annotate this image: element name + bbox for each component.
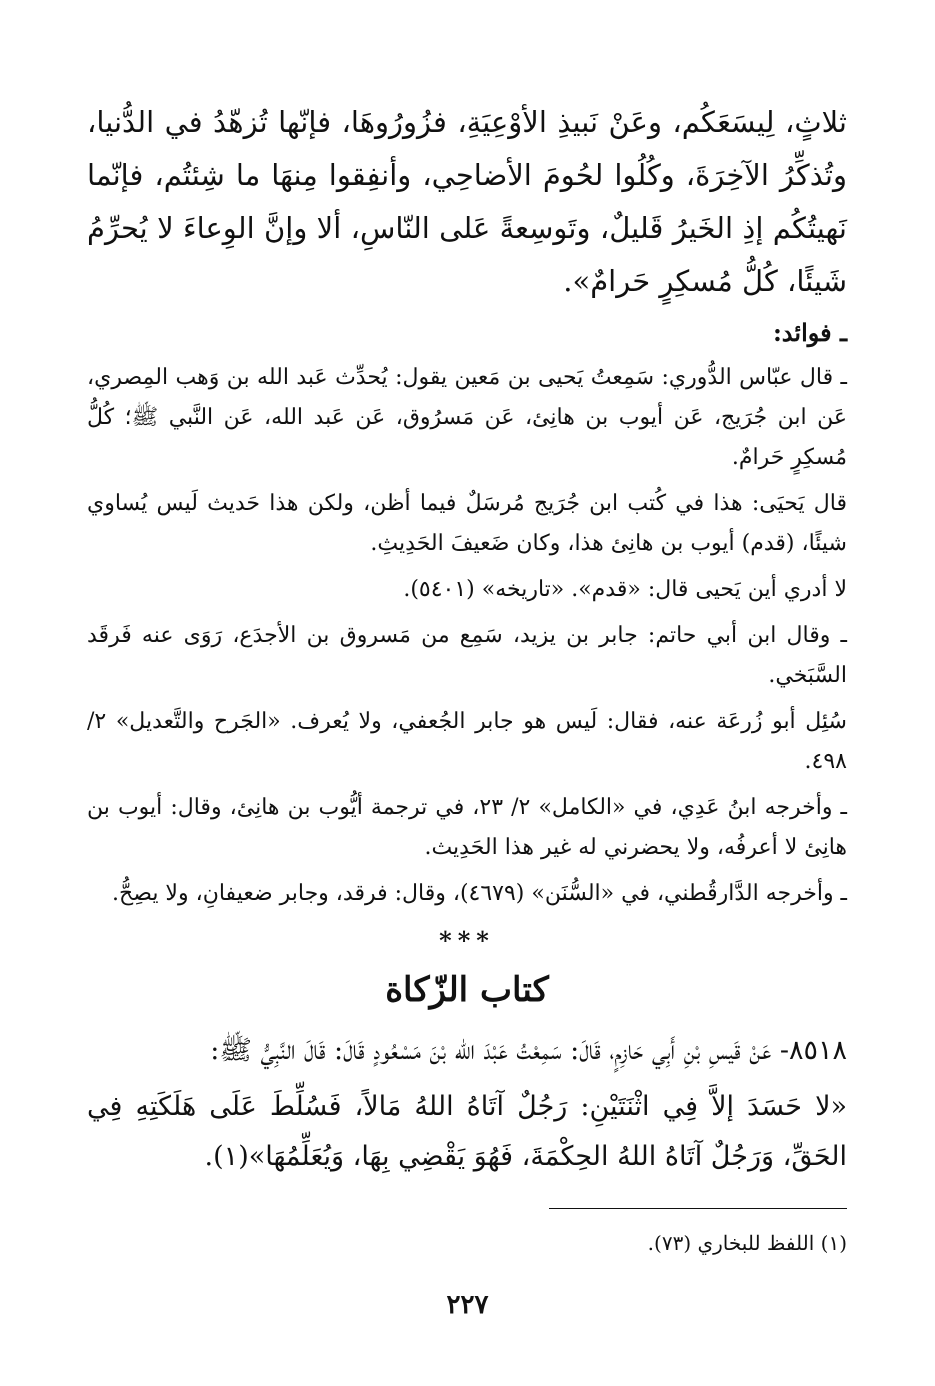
note-paragraph: سُئِل أبو زُرعَة عنه، فقال: لَيس هو جابر الجُعفي، ولا يُعرف. «الجَرح والتَّعديل» ٢/ ٤٩٨. [87, 709, 847, 774]
note-paragraph: قال يَحيَى: هذا في كُتب ابن جُرَيج مُرسَلٌ فيما أظن، ولكن هذا حَديث لَيس يُساوي شيئًا، (قدم) أيوب بن هانِئ هذا، وكان ضَعيفَ الحَدِيثِ. [87, 491, 847, 556]
footnote-divider [549, 1208, 847, 1209]
footnote: (١) اللفظ للبخاري (٧٣). [647, 1231, 847, 1255]
note-paragraph: ـ وأخرجه ابنُ عَدِي، في «الكامل» ٢/ ٢٣، في ترجمة أيُّوب بن هانِئ، وقال: أيوب بن هانِئ لا أعرفُه، ولا يحضرني له غير هذا الحَدِيث. [87, 795, 848, 860]
hadith-continuation: ثلاثٍ، لِيسَعَكُم، وعَنْ نَبيذِ الأوْعِيَةِ، فزُورُوهَا، فإنّها تُزهّدُ في الدُّنيا، وتُذكِّرُ الآخِرَةَ، وكُلُوا لحُومَ الأضاحِي، وأنفِقوا مِنهَا ما شِئتُم، فإنّما نَهيتُكُم إذِ الخَيرُ قَليلٌ، وتَوسِعةً عَلى النّاسِ، ألا وإنَّ الوِعاءَ لا يُحرِّمُ شَيئًا، كُلُّ مُسكِرٍ حَرامٌ». [87, 105, 847, 298]
book-title: كتاب الزّكاة [385, 970, 549, 1010]
page-body [87, 96, 847, 1188]
note-paragraph: ـ وقال ابن أبي حاتم: جابر بن يزيد، سَمِع من مَسروق بن الأجدَع، رَوَى عنه فَرقَد السَّبَخي. [87, 623, 847, 688]
hadith-text: «لا حَسَدَ إلاَّ فِي اثْنَتَيْنِ: رَجُلٌ آتَاهُ اللهُ مَالاً، فَسُلِّطَ عَلَى هَلَكَتِهِ فِي الحَقِّ، وَرَجُلٌ آتَاهُ اللهُ الحِكْمَةَ، فَهُوَ يَقْضِي بِهَا، وَيُعَلِّمُهَا»(١). [87, 1091, 847, 1172]
note-paragraph: ـ قال عبّاس الدُّوري: سَمِعتُ يَحيى بن مَعين يقول: يُحدِّث عَبد الله بن وَهب المِصري، عَن ابن جُرَيج، عَن أيوب بن هانِئ، عَن مَسرُوق، عَن عَبد الله، عَن النَّبي ﷺ؛ كُلُّ مُسكِرٍ حَرامٌ. [87, 365, 847, 470]
fawaid-heading: ـ فوائد: [772, 318, 847, 347]
note-paragraph: لا أدري أين يَحيى قال: «قدم». «تاريخه» (٥٤٠١). [403, 577, 847, 602]
note-paragraph: ـ وأخرجه الدَّارقُطني، في «السُّنَن» (٤٦٧٩)، وقال: فرقد، وجابر ضعيفانِ، ولا يصِحُّ. [112, 881, 847, 906]
hadith-intro: ٨٥١٨- عَنْ قَيسِ بْنِ أَبِي حَازِمٍ، قَالَ: سَمِعْتُ عَبْدَ الله بْنَ مَسْعُودٍ قَالَ: قَالَ النَّبِيُّ ﷺ: [210, 1035, 847, 1066]
section-separator: *** [439, 926, 495, 955]
page-number: ٢٢٧ [446, 1290, 489, 1320]
